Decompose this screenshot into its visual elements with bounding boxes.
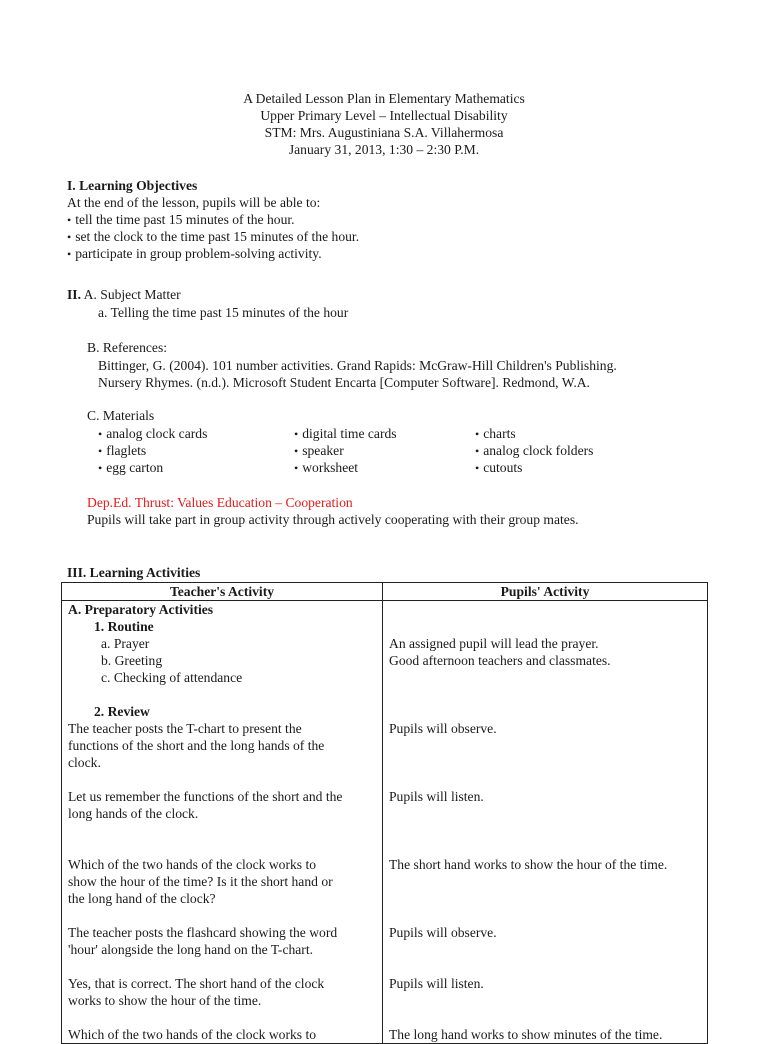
pupil-line: An assigned pupil will lead the prayer. <box>389 636 599 651</box>
material-item: • charts <box>475 425 516 443</box>
pupil-line: Pupils will listen. <box>389 976 484 991</box>
review-heading: 2. Review <box>94 704 150 719</box>
doc-stm: STM: Mrs. Augustiniana S.A. Villahermosa <box>264 125 504 140</box>
pupil-line: Pupils will listen. <box>389 789 484 804</box>
section-numeral: II. <box>67 287 81 302</box>
pupil-line: Pupils will observe. <box>389 721 497 736</box>
objective-item: • tell the time past 15 minutes of the hour. <box>67 211 295 229</box>
table-header-row <box>62 583 708 601</box>
teacher-line: Which of the two hands of the clock works to <box>68 857 317 872</box>
references-heading: B. References: <box>87 340 168 355</box>
objectives-intro: At the end of the lesson, pupils will be able to: <box>67 195 321 210</box>
pupil-line: Pupils will observe. <box>389 925 497 940</box>
doc-title: A Detailed Lesson Plan in Elementary Mathematics <box>243 91 525 106</box>
reference-item: Bittinger, G. (2004). 101 number activities. Grand Rapids: McGraw-Hill Children's Publishing. <box>98 358 617 373</box>
teacher-line: The teacher posts the T-chart to present the <box>68 721 302 736</box>
routine-item: b. Greeting <box>101 653 163 668</box>
routine-heading: 1. Routine <box>94 619 154 634</box>
teacher-activity-cell <box>62 601 383 1044</box>
teacher-line: clock. <box>68 755 101 770</box>
pupil-line: The short hand works to show the hour of the time. <box>389 857 668 872</box>
subject-matter-label: A. Subject Matter <box>83 287 181 302</box>
deped-thrust: Dep.Ed. Thrust: Values Education – Cooperation <box>87 495 353 510</box>
material-item: • speaker <box>294 442 344 460</box>
doc-level: Upper Primary Level – Intellectual Disability <box>260 108 508 123</box>
teacher-line: long hands of the clock. <box>68 806 199 821</box>
subject-topic: a. Telling the time past 15 minutes of the hour <box>98 305 349 320</box>
learning-activities-table <box>61 582 708 1044</box>
thrust-description: Pupils will take part in group activity through actively cooperating with their group mates. <box>87 512 579 527</box>
materials-heading: C. Materials <box>87 408 155 423</box>
teacher-line: Let us remember the functions of the short and the <box>68 789 343 804</box>
material-item: • egg carton <box>98 459 163 477</box>
pupil-line: The long hand works to show minutes of the time. <box>389 1027 663 1042</box>
table-row <box>62 601 708 1044</box>
routine-item: c. Checking of attendance <box>101 670 243 685</box>
teacher-column-header: Teacher's Activity <box>62 583 383 601</box>
subject-matter-heading <box>67 286 181 303</box>
objectives-heading: I. Learning Objectives <box>67 178 198 193</box>
pupils-activity-cell <box>383 601 708 1044</box>
material-item: • worksheet <box>294 459 358 477</box>
material-item: • cutouts <box>475 459 522 477</box>
material-item: • flaglets <box>98 442 146 460</box>
pupil-line: Good afternoon teachers and classmates. <box>389 653 611 668</box>
material-item: • analog clock folders <box>475 442 593 460</box>
objective-item: • participate in group problem-solving activity. <box>67 245 322 263</box>
teacher-line: works to show the hour of the time. <box>68 993 262 1008</box>
reference-item: Nursery Rhymes. (n.d.). Microsoft Student Encarta [Computer Software]. Redmond, W.A. <box>98 375 590 390</box>
teacher-line: show the hour of the time? Is it the short hand or <box>68 874 333 889</box>
material-item: • digital time cards <box>294 425 397 443</box>
material-item: • analog clock cards <box>98 425 207 443</box>
doc-date: January 31, 2013, 1:30 – 2:30 P.M. <box>288 142 480 157</box>
teacher-line: The teacher posts the flashcard showing the word <box>68 925 338 940</box>
teacher-line: the long hand of the clock? <box>68 891 216 906</box>
activities-heading: III. Learning Activities <box>67 565 201 580</box>
teacher-line: Which of the two hands of the clock works to <box>68 1027 317 1042</box>
pupils-column-header: Pupils' Activity <box>383 583 708 601</box>
teacher-line: 'hour' alongside the long hand on the T-chart. <box>68 942 314 957</box>
routine-item: a. Prayer <box>101 636 150 651</box>
teacher-line: Yes, that is correct. The short hand of the clock <box>68 976 325 991</box>
preparatory-heading: A. Preparatory Activities <box>68 602 214 617</box>
objective-item: • set the clock to the time past 15 minutes of the hour. <box>67 228 359 246</box>
teacher-line: functions of the short and the long hands of the <box>68 738 325 753</box>
